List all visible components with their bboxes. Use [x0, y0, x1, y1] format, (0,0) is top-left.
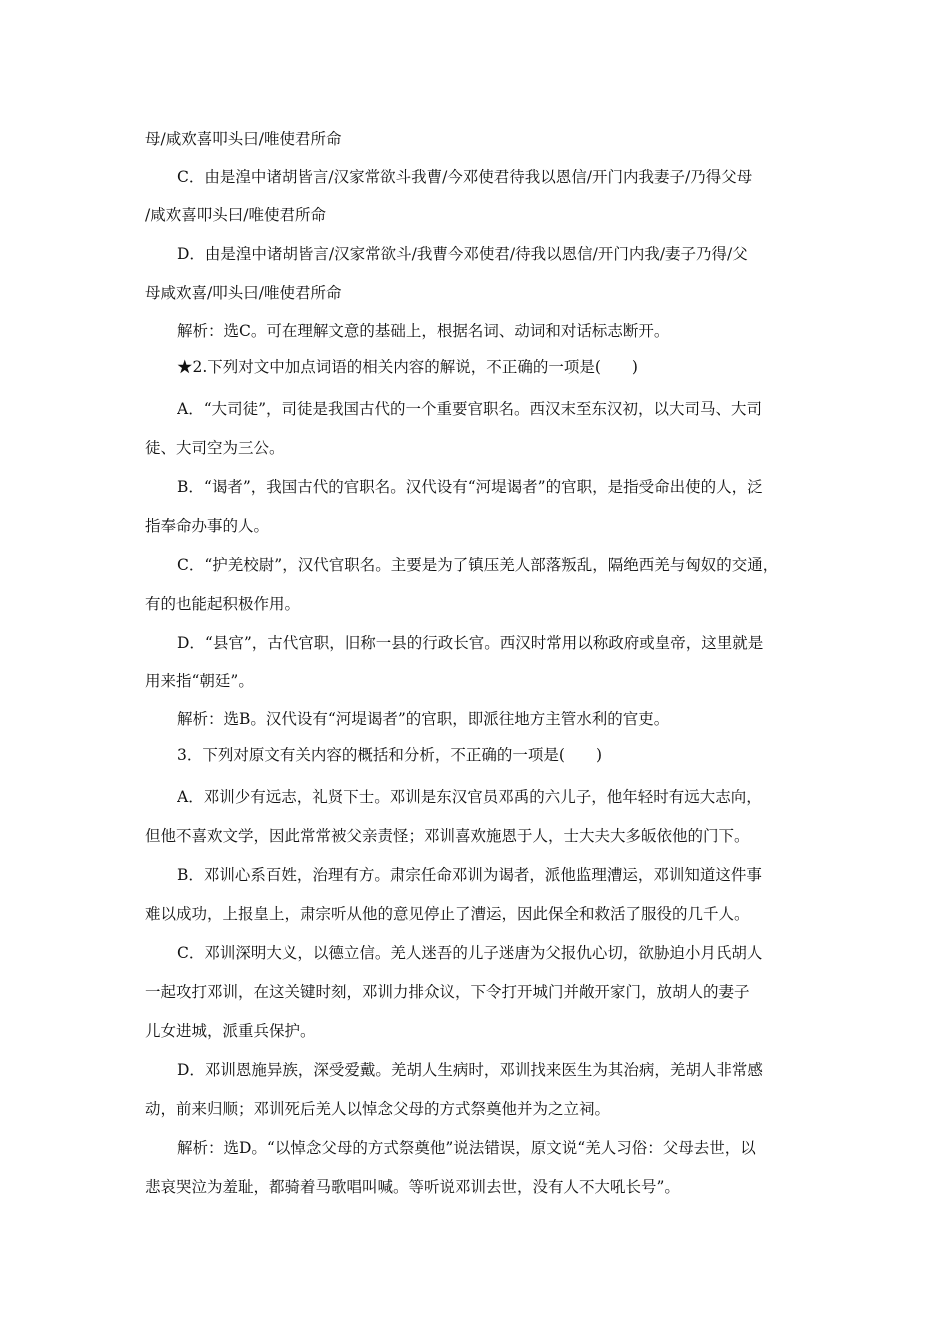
option-b-line: B．邓训心系百姓，治理有方。肃宗任命邓训为谒者，派他监理漕运，邓训知道这件事 [177, 866, 762, 884]
question-text: 正确的一项是( ) [465, 746, 602, 764]
text-line: 有的也能起积极作用。 [145, 595, 301, 613]
text-line: 指奉命办事的人。 [145, 517, 270, 535]
text-line: 悲哀哭泣为羞耻，都骑着马歌唱叫喊。等听说邓训去世，没有人不大吼长号”。 [145, 1178, 680, 1196]
option-c-line: C．“护羌校尉”，汉代官职名。主要是为了镇压羌人部落叛乱，隔绝西羌与匈奴的交通， [177, 556, 779, 574]
option-d-line: D．“县官”，古代官职，旧称一县的行政长官。西汉时常用以称政府或皇帝，这里就是 [177, 634, 764, 652]
question-text: 正确的一项是( ) [501, 358, 638, 376]
text-line: 儿女进城，派重兵保护。 [145, 1022, 316, 1040]
question-text: 3．下列对原文有关内容的概括和分析， [177, 746, 451, 764]
option-c-line: C．由是湟中诸胡皆言/汉家常欲斗我曹/今邓使君待我以恩信/开门内我妻子/乃得父母 [177, 168, 753, 186]
option-c-line: C．邓训深明大义，以德立信。羌人迷吾的儿子迷唐为父报仇心切，欲胁迫小月氏胡人 [177, 944, 763, 962]
text-line: /咸欢喜叩头曰/唯使君所命 [145, 206, 326, 224]
emphasis-dot-char: 不 [450, 742, 466, 768]
analysis-line: 解析：选C。可在理解文意的基础上，根据名词、动词和对话标志断开。 [177, 322, 670, 340]
question-text: ★2.下列对文中加点词语的相关内容的解说， [177, 358, 487, 376]
text-line: 母/咸欢喜叩头曰/唯使君所命 [145, 130, 342, 148]
option-d-line: D．由是湟中诸胡皆言/汉家常欲斗/我曹今邓使君/待我以恩信/开门内我/妻子乃得/父 [177, 245, 748, 263]
question-2-line [177, 354, 817, 380]
question-3-line [177, 742, 817, 768]
option-a-line: A．“大司徒”，司徒是我国古代的一个重要官职名。西汉末至东汉初，以大司马、大司 [177, 400, 763, 418]
analysis-line: 解析：选D。“以悼念父母的方式祭奠他”说法错误，原文说“羌人习俗：父母去世，以 [177, 1139, 756, 1157]
text-line: 母咸欢喜/叩头曰/唯使君所命 [145, 284, 342, 302]
text-line: 难以成功，上报皇上，肃宗听从他的意见停止了漕运，因此保全和救活了服役的几千人。 [145, 905, 750, 923]
text-line: 徒、大司空为三公。 [145, 439, 285, 457]
text-line: 但他不喜欢文学，因此常常被父亲责怪；邓训喜欢施恩于人，士大夫大多皈依他的门下。 [145, 827, 750, 845]
option-d-line: D．邓训恩施异族，深受爱戴。羌胡人生病时，邓训找来医生为其治病，羌胡人非常感 [177, 1061, 763, 1079]
analysis-line: 解析：选B。汉代设有“河堤谒者”的官职，即派往地方主管水利的官吏。 [177, 710, 670, 728]
text-line: 动，前来归顺；邓训死后羌人以悼念父母的方式祭奠他并为之立祠。 [145, 1100, 611, 1118]
option-a-line: A．邓训少有远志，礼贤下士。邓训是东汉官员邓禹的六儿子，他年轻时有远大志向， [177, 788, 762, 806]
option-b-line: B．“谒者”，我国古代的官职名。汉代设有“河堤谒者”的官职，是指受命出使的人，泛 [177, 478, 763, 496]
text-line: 用来指“朝廷”。 [145, 672, 254, 690]
emphasis-dot-char: 不 [486, 354, 502, 380]
text-line: 一起攻打邓训，在这关键时刻，邓训力排众议，下令打开城门并敞开家门，放胡人的妻子 [145, 983, 750, 1001]
